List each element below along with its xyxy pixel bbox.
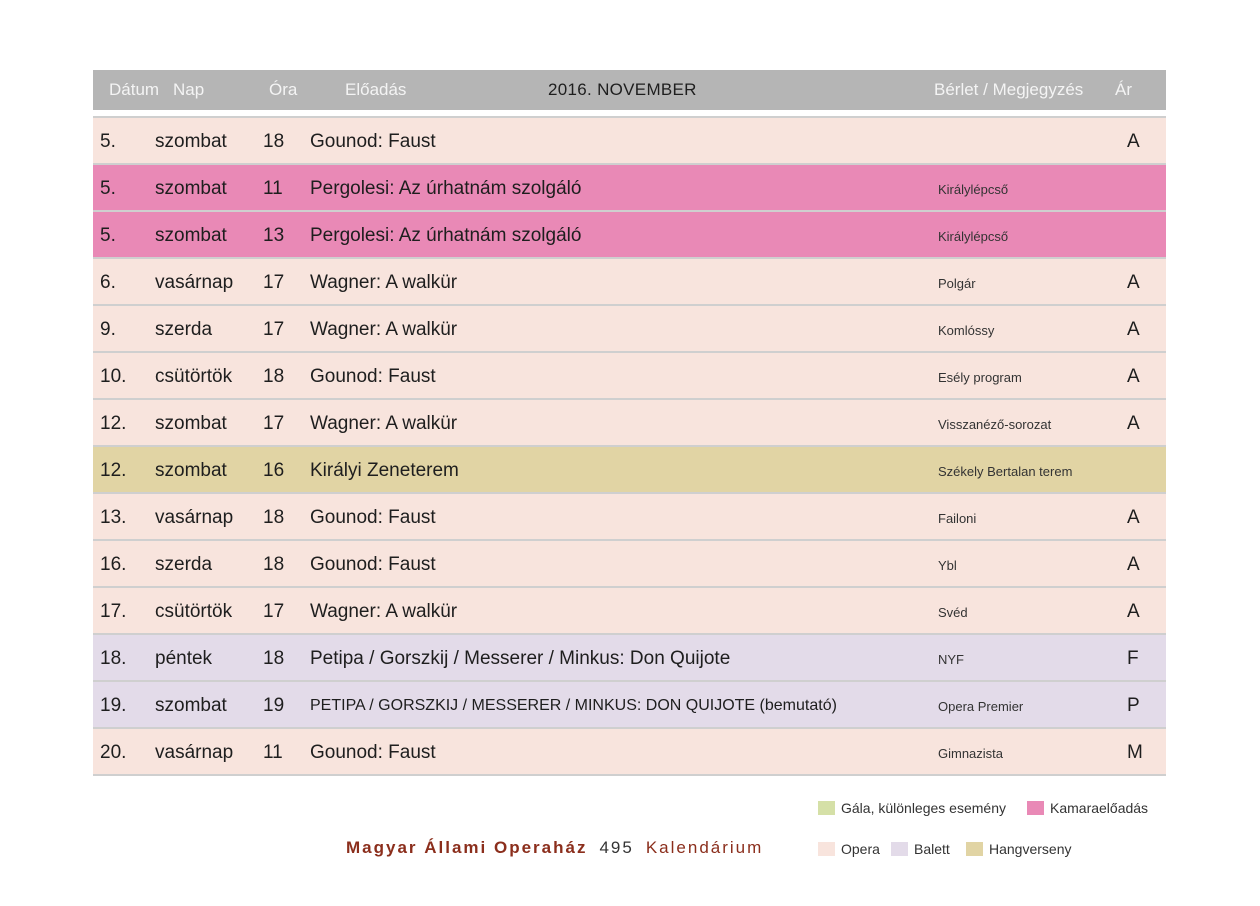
row-price: A xyxy=(1127,413,1140,434)
table-row xyxy=(93,635,1166,682)
row-day: szombat xyxy=(155,225,227,246)
row-time: 18 xyxy=(263,554,285,575)
legend-balett xyxy=(891,841,950,857)
row-day: szerda xyxy=(155,319,213,340)
row-time: 18 xyxy=(263,648,285,669)
table-header xyxy=(93,70,1166,110)
row-date: 9. xyxy=(100,319,116,340)
table-row xyxy=(93,353,1166,400)
row-title: PETIPA / GORSZKIJ / MESSERER / MINKUS: DON QUIJOTE (bemutató) xyxy=(310,697,837,714)
row-time: 11 xyxy=(263,742,283,763)
row-day: csütörtök xyxy=(155,366,233,387)
table-row xyxy=(93,118,1166,165)
row-day: szombat xyxy=(155,413,227,434)
row-date: 20. xyxy=(100,742,127,763)
footer-brand: Magyar Állami Operaház xyxy=(346,838,588,857)
row-day: vasárnap xyxy=(155,507,234,528)
table-body xyxy=(93,118,1166,776)
row-price: A xyxy=(1127,272,1140,293)
row-title: Gounod: Faust xyxy=(310,742,436,763)
row-price: A xyxy=(1127,131,1140,152)
legend-kamara-label: Kamaraelőadás xyxy=(1050,800,1149,816)
balett-swatch xyxy=(891,842,908,856)
row-price: P xyxy=(1127,695,1140,716)
footer-section: Kalendárium xyxy=(645,838,764,857)
row-day: vasárnap xyxy=(155,742,234,763)
row-day: szombat xyxy=(155,131,227,152)
row-note: Ybl xyxy=(938,558,957,573)
row-day: szombat xyxy=(155,460,227,481)
opera-swatch xyxy=(818,842,835,856)
row-price: A xyxy=(1127,507,1140,528)
row-time: 13 xyxy=(263,225,285,246)
row-title: Pergolesi: Az úrhatnám szolgáló xyxy=(310,225,582,246)
table-row xyxy=(93,212,1166,259)
row-time: 18 xyxy=(263,507,285,528)
page-number: 495 xyxy=(599,838,634,857)
header-time: Óra xyxy=(269,80,298,99)
row-date: 5. xyxy=(100,225,116,246)
row-date: 5. xyxy=(100,178,116,199)
row-day: péntek xyxy=(155,648,213,669)
row-price: A xyxy=(1127,601,1140,622)
legend-gala xyxy=(818,800,1006,816)
program-table xyxy=(93,70,1166,776)
row-time: 16 xyxy=(263,460,285,481)
row-time: 17 xyxy=(263,601,285,622)
header-title: Előadás xyxy=(345,80,407,99)
legend-gala-label: Gála, különleges esemény xyxy=(841,800,1006,816)
row-date: 10. xyxy=(100,366,127,387)
gala-swatch xyxy=(818,801,835,815)
row-note: Gimnazista xyxy=(938,746,1004,761)
row-price: A xyxy=(1127,366,1140,387)
row-time: 17 xyxy=(263,272,285,293)
table-row xyxy=(93,588,1166,635)
row-price: F xyxy=(1127,648,1139,669)
row-title: Wagner: A walkür xyxy=(310,413,458,434)
row-date: 19. xyxy=(100,695,127,716)
header-price: Ár xyxy=(1115,80,1132,99)
table-row xyxy=(93,541,1166,588)
table-row xyxy=(93,682,1166,729)
row-title: Gounod: Faust xyxy=(310,507,436,528)
row-title: Pergolesi: Az úrhatnám szolgáló xyxy=(310,178,582,199)
table-row xyxy=(93,447,1166,494)
table-row xyxy=(93,306,1166,353)
month-title: 2016. NOVEMBER xyxy=(548,80,697,99)
row-day: vasárnap xyxy=(155,272,234,293)
row-note: Székely Bertalan terem xyxy=(938,464,1073,479)
table-row xyxy=(93,400,1166,447)
row-date: 12. xyxy=(100,460,127,481)
row-day: szerda xyxy=(155,554,213,575)
row-title: Wagner: A walkür xyxy=(310,601,458,622)
row-date: 5. xyxy=(100,131,116,152)
row-note: Opera Premier xyxy=(938,699,1024,714)
row-title: Petipa / Gorszkij / Messerer / Minkus: Don Quijote xyxy=(310,648,731,669)
row-day: szombat xyxy=(155,695,227,716)
row-title: Gounod: Faust xyxy=(310,554,436,575)
row-title: Wagner: A walkür xyxy=(310,272,458,293)
hang-swatch xyxy=(966,842,983,856)
row-date: 18. xyxy=(100,648,127,669)
row-note: Királylépcső xyxy=(938,182,1009,197)
row-note: Esély program xyxy=(938,370,1022,385)
legend-opera xyxy=(818,841,880,857)
row-time: 18 xyxy=(263,366,285,387)
legend-opera-label: Opera xyxy=(841,841,880,857)
row-title: Wagner: A walkür xyxy=(310,319,458,340)
row-note: Komlóssy xyxy=(938,323,995,338)
kamara-swatch xyxy=(1027,801,1044,815)
row-price: A xyxy=(1127,319,1140,340)
row-price: M xyxy=(1127,742,1143,763)
row-title: Gounod: Faust xyxy=(310,366,436,387)
row-note: Svéd xyxy=(938,605,968,620)
row-note: NYF xyxy=(938,652,964,667)
row-date: 16. xyxy=(100,554,127,575)
row-date: 17. xyxy=(100,601,127,622)
row-time: 17 xyxy=(263,319,285,340)
legend-hang-label: Hangverseny xyxy=(989,841,1072,857)
row-note: Királylépcső xyxy=(938,229,1009,244)
row-time: 19 xyxy=(263,695,285,716)
row-time: 18 xyxy=(263,131,285,152)
legend-hang xyxy=(966,841,1072,857)
legend-kamara xyxy=(1027,800,1148,816)
table-row xyxy=(93,494,1166,541)
table-row xyxy=(93,165,1166,212)
header-date: Dátum xyxy=(109,80,160,99)
legend-balett-label: Balett xyxy=(914,841,950,857)
row-date: 6. xyxy=(100,272,116,293)
row-date: 12. xyxy=(100,413,127,434)
header-gap xyxy=(93,110,1166,118)
row-day: csütörtök xyxy=(155,601,233,622)
header-day: Nap xyxy=(173,80,205,99)
table-row xyxy=(93,729,1166,776)
row-date: 13. xyxy=(100,507,127,528)
row-note: Polgár xyxy=(938,276,976,291)
row-day: szombat xyxy=(155,178,227,199)
page-footer xyxy=(346,838,763,858)
header-note: Bérlet / Megjegyzés xyxy=(934,80,1084,99)
row-price: A xyxy=(1127,554,1140,575)
row-time: 11 xyxy=(263,178,283,199)
row-title: Királyi Zeneterem xyxy=(310,460,459,481)
row-title: Gounod: Faust xyxy=(310,131,436,152)
row-time: 17 xyxy=(263,413,285,434)
table-row xyxy=(93,259,1166,306)
row-note: Failoni xyxy=(938,511,977,526)
row-note: Visszanéző-sorozat xyxy=(938,417,1052,432)
